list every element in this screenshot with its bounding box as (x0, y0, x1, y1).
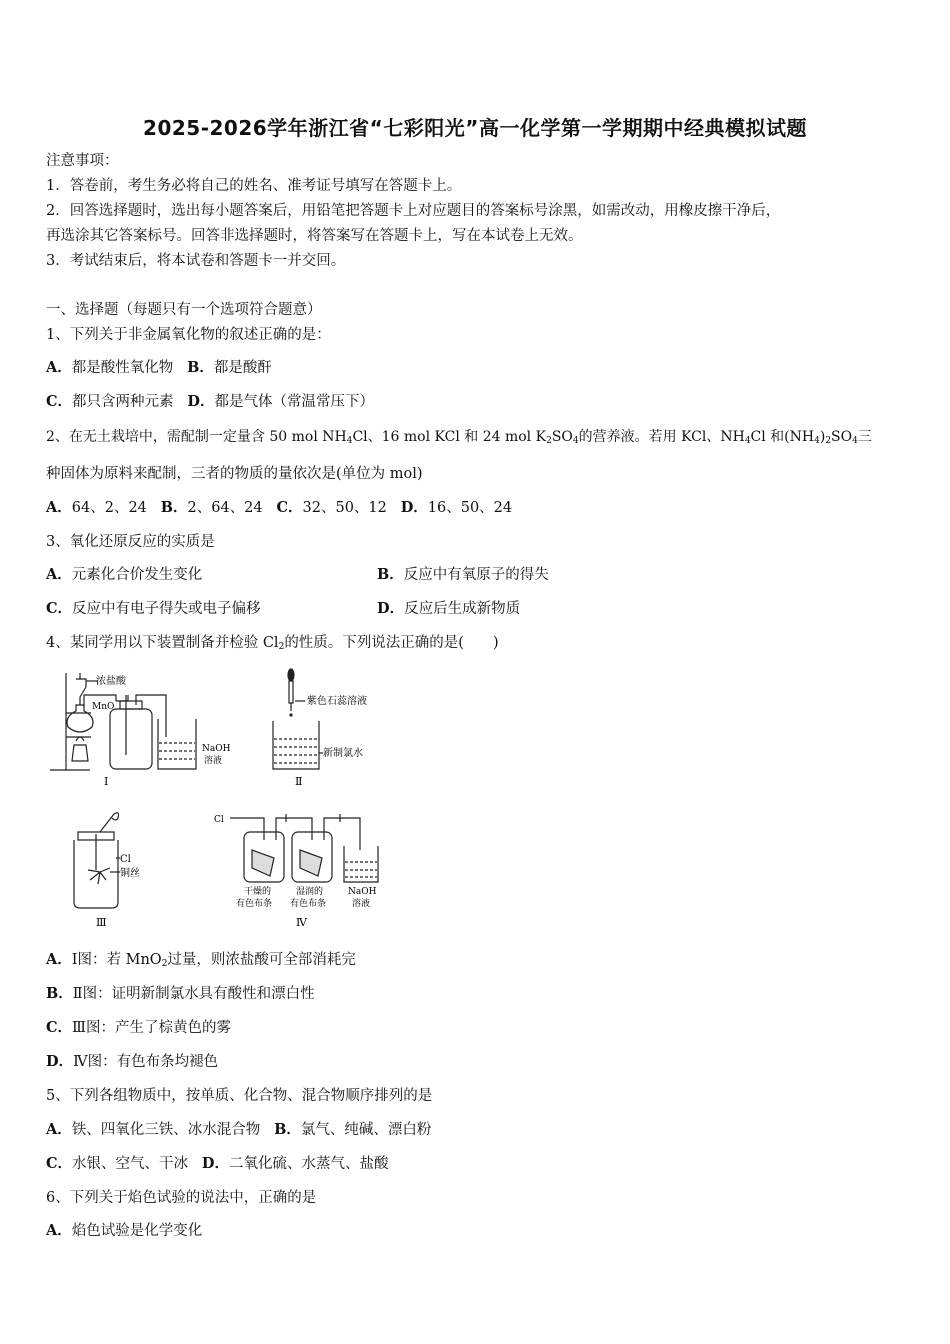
option-label: D． (46, 1053, 74, 1070)
q6-stem: 6、下列关于焰色试验的说法中，正确的是 (46, 1190, 317, 1206)
option-label: C． (46, 600, 73, 617)
q3-option-d-row (377, 599, 520, 619)
figure-label-2: Ⅱ (295, 775, 303, 788)
label-dry-1: 干燥的 (244, 887, 272, 897)
option-label: D． (400, 499, 428, 516)
subscript: 2 (278, 642, 285, 652)
q5-option-d: 二氧化硫、水蒸气、盐酸 (228, 1156, 389, 1172)
label-chlorine-water: 新制氯水 (323, 748, 363, 759)
notice-heading: 注意事项： (46, 153, 119, 169)
q2-stem-part: Cl 和(NH (750, 429, 815, 445)
section-heading: 一、选择题（每题只有一个选项符合题意） (46, 302, 322, 318)
figure-label-3: Ⅲ (96, 916, 107, 929)
option-label: B． (377, 566, 404, 583)
label-cl2-inlet: Cl (214, 815, 224, 825)
option-label: C． (46, 1155, 73, 1172)
q6-option-a-row (46, 1221, 202, 1241)
option-label: C． (46, 393, 73, 410)
figure-label-4: Ⅳ (296, 916, 307, 929)
label-mno2: MnO (92, 702, 115, 712)
q2-stem-part: SO (831, 429, 853, 445)
q2-option-d: 16、50、24 (427, 500, 513, 516)
apparatus-2-drawing (265, 665, 395, 790)
q1-options-row1 (46, 358, 272, 378)
q2-stem-part: 三 (857, 429, 872, 445)
option-label: B． (46, 985, 73, 1002)
label-wet-2: 有色布条 (290, 899, 327, 909)
label-naoh: NaOH (348, 887, 377, 897)
label-wet-1: 湿润的 (296, 887, 324, 897)
option-label: A． (46, 1121, 72, 1138)
q3-option-b: 反应中有氧原子的得失 (403, 567, 549, 583)
q5-options-row1 (46, 1120, 431, 1140)
label-solution: 溶液 (204, 756, 223, 766)
option-label: D． (201, 1155, 229, 1172)
q4-stem (46, 633, 499, 657)
label-solution: 溶液 (352, 899, 371, 909)
subscript: 4 (346, 436, 353, 446)
notice-item-3: 3．考试结束后，将本试卷和答题卡一并交回。 (46, 253, 346, 269)
q4-option-b-row (46, 984, 315, 1004)
q2-option-a: 64、2、24 (71, 500, 147, 516)
q2-stem-part: ) (819, 429, 826, 445)
label-naoh: NaOH (202, 744, 231, 754)
q2-stem (46, 427, 872, 451)
q3-option-c: 反应中有电子得失或电子偏移 (72, 601, 261, 617)
option-label: C． (276, 499, 303, 516)
label-dry-2: 有色布条 (236, 899, 273, 909)
notice-item-1: 1．答卷前，考生务必将自己的姓名、准考证号填写在答题卡上。 (46, 178, 462, 194)
q3-option-c-row (46, 599, 261, 619)
q1-options-row2 (46, 392, 374, 412)
figure-apparatus-2 (265, 665, 395, 790)
label-cl2: Cl (120, 854, 131, 865)
q4-option-d: Ⅳ图：有色布条均褪色 (73, 1054, 219, 1070)
q2-stem-part: 2、在无土栽培中，需配制一定量含 50 mol NH (46, 429, 347, 445)
label-copper-wire: 铜丝 (120, 868, 140, 879)
q3-option-b-row (377, 565, 549, 585)
q3-option-a: 元素化合价发生变化 (71, 567, 203, 583)
figure-label-1: Ⅰ (104, 775, 109, 788)
notice-item-2-cont: 再选涂其它答案标号。回答非选择题时，将答案写在答题卡上，写在本试卷上无效。 (46, 228, 583, 244)
subscript: 2 (546, 436, 552, 446)
figure-apparatus-4 (212, 810, 392, 935)
q1-option-a: 都是酸性氧化物 (71, 360, 174, 376)
label-litmus: 紫色石蕊溶液 (307, 696, 367, 707)
option-label: B． (187, 359, 214, 376)
q4-stem-part: 4、某同学用以下装置制备并检验 Cl (46, 635, 279, 651)
option-label: D． (187, 393, 215, 410)
q3-option-d: 反应后生成新物质 (404, 601, 521, 617)
apparatus-1-drawing (46, 665, 246, 790)
q2-stem-line2: 种固体为原料来配制，三者的物质的量依次是(单位为 mol) (46, 466, 423, 482)
q4-stem-part: 的性质。下列说法正确的是( ) (284, 635, 499, 651)
option-label: A． (46, 499, 72, 516)
q3-stem: 3、氧化还原反应的实质是 (46, 534, 215, 550)
q4-option-a: Ⅰ图：若 MnO (71, 952, 162, 968)
q4-option-b: Ⅱ图：证明新制氯水具有酸性和漂白性 (72, 986, 315, 1002)
q2-option-b: 2、64、24 (187, 500, 263, 516)
q5-options-row2 (46, 1154, 388, 1174)
q1-option-b: 都是酸酐 (213, 360, 272, 376)
option-label: A． (46, 566, 72, 583)
q4-option-c-row (46, 1018, 231, 1038)
q4-option-c: Ⅲ图：产生了棕黄色的雾 (72, 1020, 232, 1036)
q2-options (46, 498, 512, 518)
option-label: A． (46, 1222, 72, 1239)
q1-stem: 1、下列关于非金属氧化物的叙述正确的是： (46, 327, 331, 343)
q3-option-a-row (46, 565, 202, 585)
apparatus-4-drawing (212, 810, 392, 935)
q2-stem-part: 的营养液。若用 KCl、NH (578, 429, 745, 445)
q6-option-a: 焰色试验是化学变化 (71, 1223, 203, 1239)
figure-apparatus-1 (46, 665, 246, 790)
q4-option-a-cont: 过量，则浓盐酸可全部消耗完 (167, 952, 356, 968)
q4-option-d-row (46, 1052, 218, 1072)
option-label: A． (46, 951, 72, 968)
label-hcl: 浓盐酸 (96, 676, 126, 687)
subscript: 4 (814, 436, 820, 446)
option-label: C． (46, 1019, 73, 1036)
subscript: 2 (825, 436, 832, 446)
figure-apparatus-3 (60, 810, 160, 935)
subscript: 4 (744, 436, 751, 446)
subscript: 2 (161, 959, 168, 969)
q4-option-a-row (46, 950, 356, 974)
q2-stem-part: SO (551, 429, 573, 445)
q2-stem-part: Cl、16 mol KCl 和 24 mol K (352, 429, 547, 445)
q5-stem: 5、下列各组物质中，按单质、化合物、混合物顺序排列的是 (46, 1088, 433, 1104)
q1-option-d: 都是气体（常温常压下） (214, 394, 374, 410)
option-label: B． (274, 1121, 301, 1138)
subscript: 4 (572, 436, 579, 446)
q5-option-c: 水银、空气、干冰 (72, 1156, 189, 1172)
q5-option-b: 氯气、纯碱、漂白粉 (300, 1122, 432, 1138)
notice-item-2: 2．回答选择题时，选出每小题答案后，用铅笔把答题卡上对应题目的答案标号涂黑，如需改动，用橡皮擦干净后， (46, 203, 781, 219)
option-label: D． (377, 600, 405, 617)
subscript: 4 (852, 436, 858, 446)
page-title: 2025-2026学年浙江省“七彩阳光”高一化学第一学期期中经典模拟试题 (143, 116, 807, 140)
apparatus-3-drawing (60, 810, 160, 935)
q5-option-a: 铁、四氧化三铁、冰水混合物 (71, 1122, 261, 1138)
option-label: B． (160, 499, 188, 516)
q1-option-c: 都只含两种元素 (72, 394, 174, 410)
option-label: A． (46, 359, 72, 376)
q2-option-c: 32、50、12 (302, 500, 387, 516)
